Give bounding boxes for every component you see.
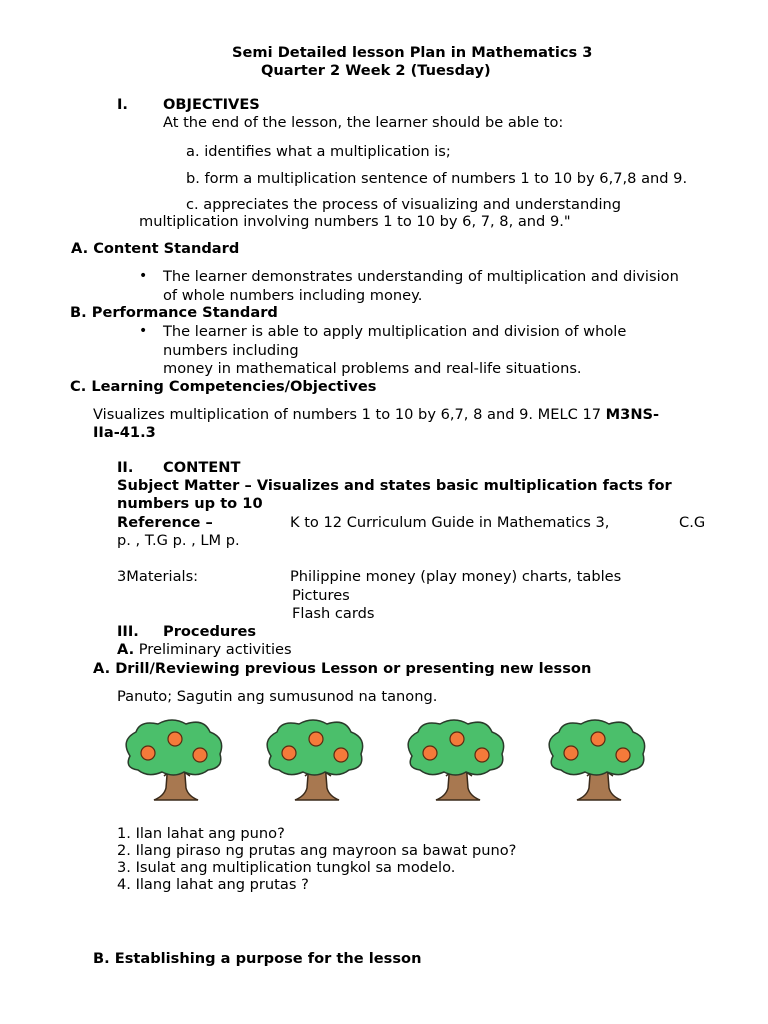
competency-code: M3NS- xyxy=(605,406,660,423)
preliminary-activities xyxy=(117,641,292,659)
tree-with-fruits-icon xyxy=(402,718,510,806)
procedures-number: III. xyxy=(117,623,139,640)
tree-with-fruits-icon xyxy=(543,718,651,806)
objective-a: a. identifies what a multiplication is; xyxy=(186,143,451,160)
preliminary-text: Preliminary activities xyxy=(138,641,292,658)
competencies-text xyxy=(93,406,659,424)
question-item: 3. Isulat ang multiplication tungkol sa modelo. xyxy=(117,859,456,876)
objective-c-line1: c. appreciates the process of visualizing and understanding xyxy=(186,196,622,213)
competencies-description: Visualizes multiplication of numbers 1 to 10 by 6,7, 8 and 9. MELC 17 xyxy=(93,406,606,423)
competencies-heading: C. Learning Competencies/Objectives xyxy=(70,378,377,395)
reference-label: Reference – xyxy=(117,514,213,531)
content-number: II. xyxy=(117,459,134,476)
materials-item: Pictures xyxy=(292,587,350,604)
subject-matter-line1: Subject Matter – Visualizes and states basic multiplication facts for xyxy=(117,477,672,494)
content-heading: CONTENT xyxy=(163,459,241,476)
document-subtitle: Quarter 2 Week 2 (Tuesday) xyxy=(261,62,491,79)
content-standard-line2: of whole numbers including money. xyxy=(163,287,423,304)
question-item: 2. Ilang piraso ng prutas ang mayroon sa bawat puno? xyxy=(117,842,517,859)
materials-item: Philippine money (play money) charts, tables xyxy=(290,568,622,585)
bullet-icon: • xyxy=(139,323,148,339)
performance-standard-heading: B. Performance Standard xyxy=(70,304,278,321)
question-item: 4. Ilang lahat ang prutas ? xyxy=(117,876,309,893)
performance-standard-line3: money in mathematical problems and real-life situations. xyxy=(163,360,582,377)
instruction-text: Panuto; Sagutin ang sumusunod na tanong. xyxy=(117,688,438,705)
objectives-number: I. xyxy=(117,96,128,113)
document-title: Semi Detailed lesson Plan in Mathematics 3 xyxy=(232,44,593,61)
reference-pages: p. , T.G p. , LM p. xyxy=(117,532,240,549)
question-item: 1. Ilan lahat ang puno? xyxy=(117,825,285,842)
materials-label: 3Materials: xyxy=(117,568,199,585)
objectives-heading: OBJECTIVES xyxy=(163,96,260,113)
preliminary-letter: A. xyxy=(117,641,135,658)
tree-with-fruits-icon xyxy=(120,718,228,806)
objectives-intro: At the end of the lesson, the learner should be able to: xyxy=(163,114,564,131)
subject-matter-line2: numbers up to 10 xyxy=(117,495,263,512)
performance-standard-line2: numbers including xyxy=(163,342,299,359)
bullet-icon: • xyxy=(139,268,148,284)
objective-b: b. form a multiplication sentence of numbers 1 to 10 by 6,7,8 and 9. xyxy=(186,170,688,187)
materials-item: Flash cards xyxy=(292,605,375,622)
performance-standard-line1: The learner is able to apply multiplication and division of whole xyxy=(163,323,627,340)
drill-heading: A. Drill/Reviewing previous Lesson or presenting new lesson xyxy=(93,660,592,677)
content-standard-heading: A. Content Standard xyxy=(71,240,240,257)
procedures-heading: Procedures xyxy=(163,623,257,640)
purpose-heading: B. Establishing a purpose for the lesson xyxy=(93,950,422,967)
objective-c-line2: multiplication involving numbers 1 to 10 by 6, 7, 8, and 9." xyxy=(139,213,571,230)
tree-with-fruits-icon xyxy=(261,718,369,806)
reference-value: K to 12 Curriculum Guide in Mathematics 3, xyxy=(290,514,610,531)
content-standard-line1: The learner demonstrates understanding of multiplication and division xyxy=(163,268,679,285)
reference-cg: C.G xyxy=(679,514,706,531)
competency-code-continued: IIa-41.3 xyxy=(93,424,156,441)
